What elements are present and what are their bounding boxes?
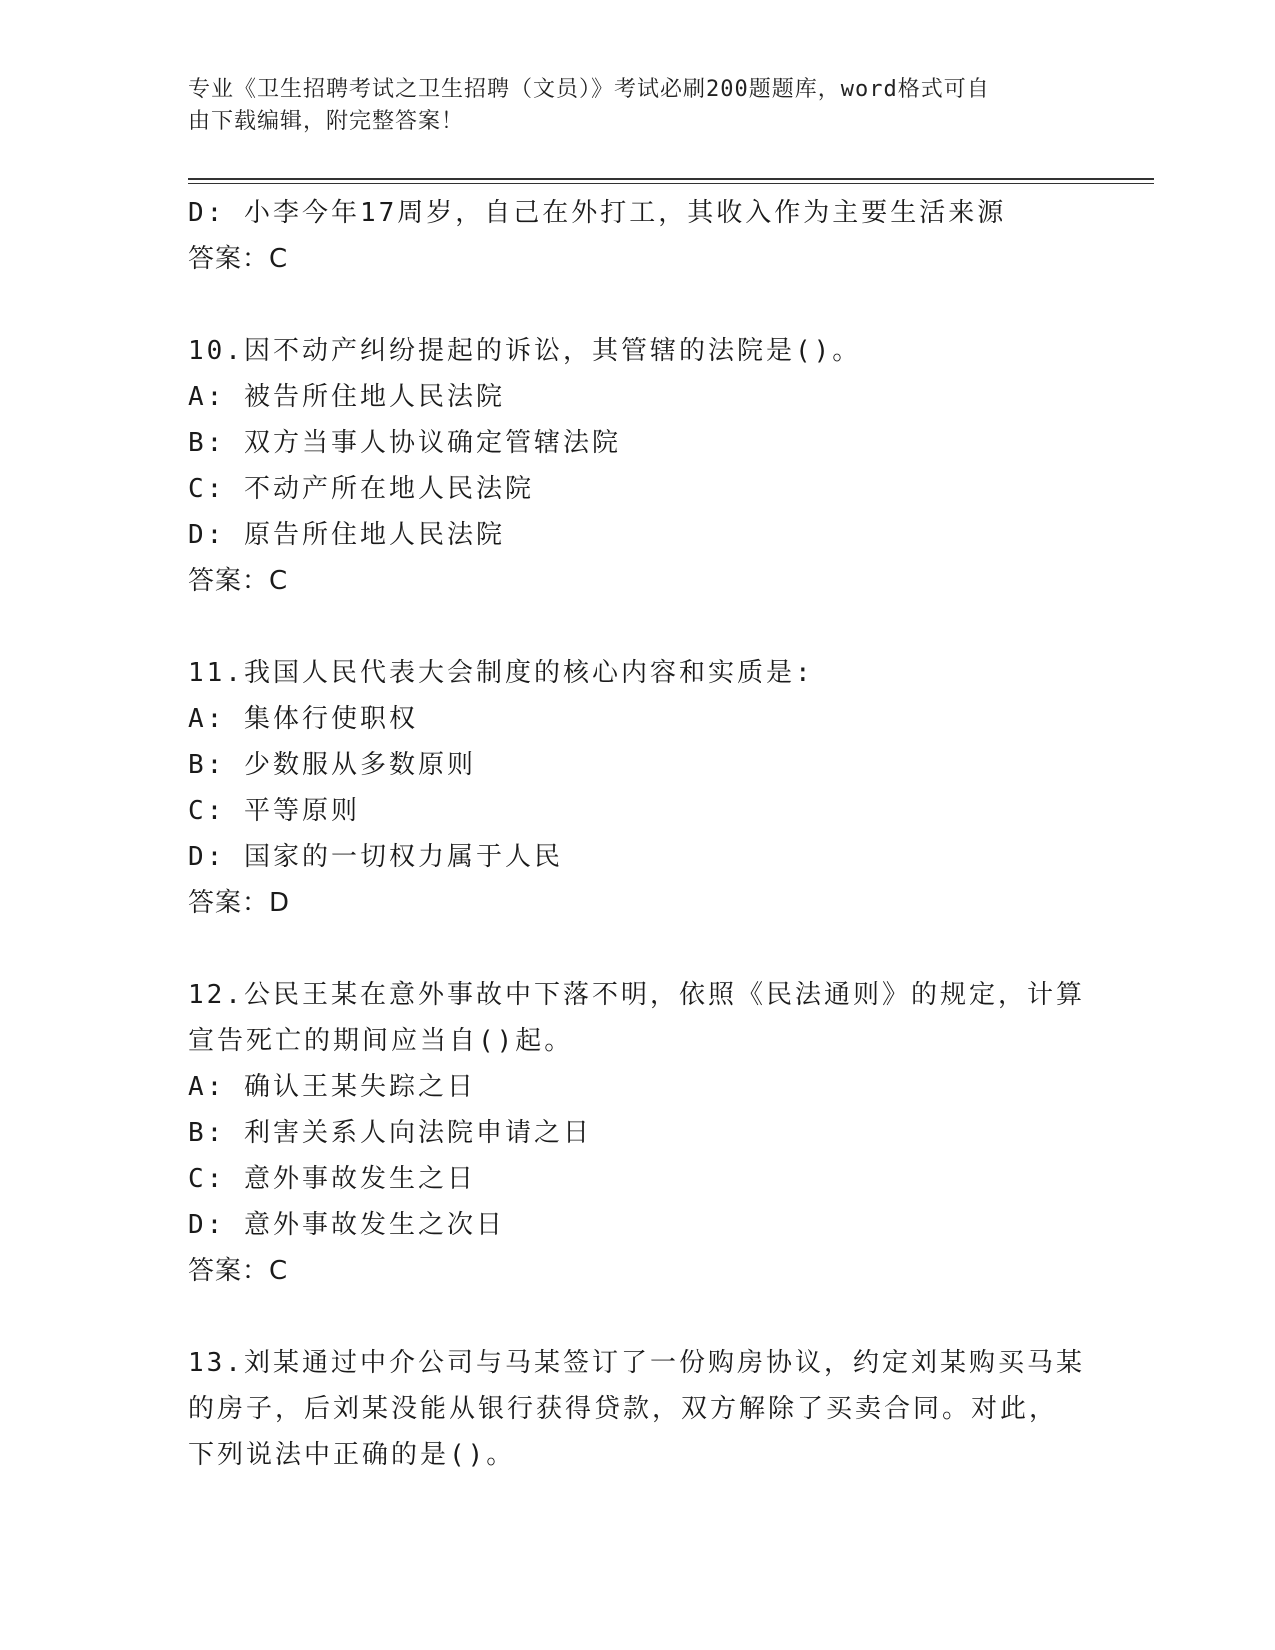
question-13: [188, 1340, 1088, 1478]
question-stem-line-2: 宣告死亡的期间应当自()起。: [188, 1026, 574, 1056]
spacer: [188, 604, 1088, 650]
question-10: [188, 328, 1088, 604]
question-list: [188, 190, 1088, 1478]
spacer: [188, 926, 1088, 972]
answer-line: 答案：C: [188, 1256, 289, 1286]
option-c: C: 平等原则: [188, 796, 360, 826]
option-a: A: 确认王某失踪之日: [188, 1072, 476, 1102]
question-stem: 10.因不动产纠纷提起的诉讼，其管辖的法院是()。: [188, 336, 862, 366]
option-d: D: 原告所住地人民法院: [188, 520, 505, 550]
option-c: C: 意外事故发生之日: [188, 1164, 476, 1194]
header-divider-thin: [188, 183, 1154, 184]
option-b: B: 利害关系人向法院申请之日: [188, 1118, 592, 1148]
option-d: D: 意外事故发生之次日: [188, 1210, 505, 1240]
option-a: A: 被告所住地人民法院: [188, 382, 505, 412]
question-12: [188, 972, 1088, 1294]
question-stem: 11.我国人民代表大会制度的核心内容和实质是:: [188, 658, 814, 688]
spacer: [188, 282, 1088, 328]
option-d: D: 小李今年17周岁，自己在外打工，其收入作为主要生活来源: [188, 198, 1007, 228]
option-d: D: 国家的一切权力属于人民: [188, 842, 563, 872]
spacer: [188, 1294, 1088, 1340]
option-b: B: 少数服从多数原则: [188, 750, 476, 780]
option-b: B: 双方当事人协议确定管辖法院: [188, 428, 621, 458]
question-11: [188, 650, 1088, 926]
question-stem-line-1: 12.公民王某在意外事故中下落不明，依照《民法通则》的规定，计算: [188, 980, 1085, 1010]
header-title-line-1: 专业《卫生招聘考试之卫生招聘（文员）》考试必刷200题题库，word格式可自: [188, 77, 990, 102]
answer-line: 答案：C: [188, 566, 289, 596]
option-a: A: 集体行使职权: [188, 704, 418, 734]
header-divider-thick: [188, 178, 1154, 180]
question-stem-line-2: 的房子，后刘某没能从银行获得贷款，双方解除了买卖合同。对此，: [188, 1394, 1059, 1424]
carryover-question: [188, 190, 1088, 282]
question-stem-line-3: 下列说法中正确的是()。: [188, 1440, 516, 1470]
answer-line: 答案：C: [188, 244, 289, 274]
header-title-line-2: 由下载编辑，附完整答案！: [188, 109, 465, 134]
answer-line: 答案：D: [188, 888, 291, 918]
option-c: C: 不动产所在地人民法院: [188, 474, 534, 504]
document-header: [188, 74, 1068, 138]
question-stem-line-1: 13.刘某通过中介公司与马某签订了一份购房协议，约定刘某购买马某: [188, 1348, 1085, 1378]
